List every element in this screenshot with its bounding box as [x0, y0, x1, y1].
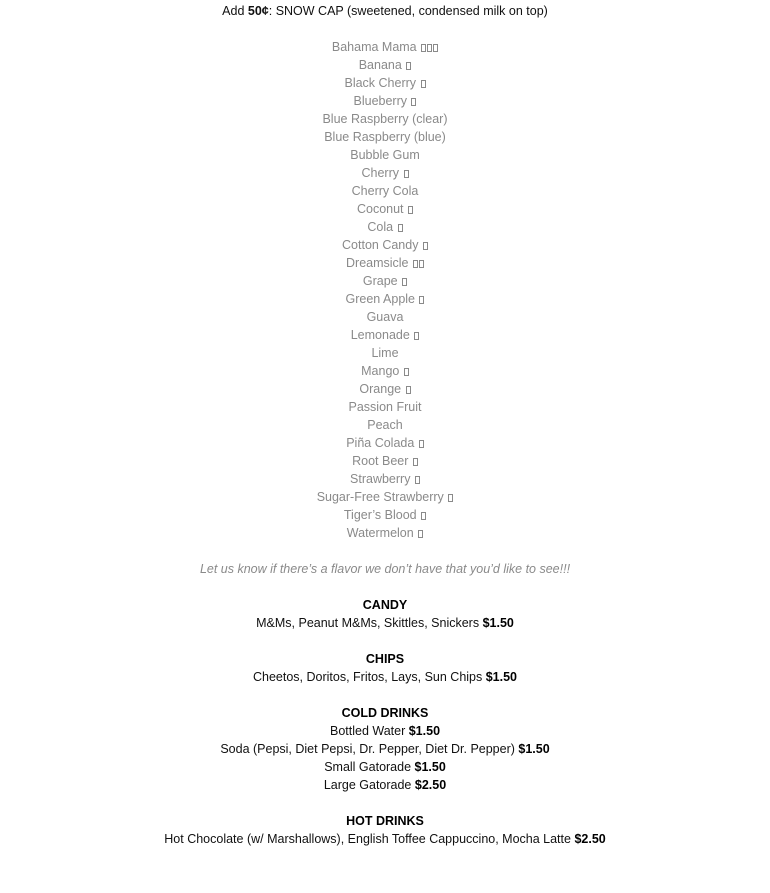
missing-emoji-icon [421, 44, 426, 52]
missing-emoji-icon [423, 242, 428, 250]
flavor-item [0, 56, 770, 74]
menu-item-name: Cheetos, Doritos, Fritos, Lays, Sun Chips [252, 670, 486, 684]
menu-item-price: $1.50 [408, 724, 441, 738]
spacer [0, 632, 770, 650]
missing-emoji-icon [415, 476, 420, 484]
spacer [0, 542, 770, 560]
flavor-item [0, 92, 770, 110]
flavor-item [0, 308, 770, 326]
flavor-name: Bubble Gum [350, 148, 420, 162]
menu-item [0, 740, 770, 758]
missing-emoji-icon [404, 170, 409, 178]
spacer [0, 20, 770, 38]
flavor-item [0, 488, 770, 506]
flavor-name: Blueberry [353, 94, 407, 108]
flavor-name: Grape [362, 274, 398, 288]
flavor-name: Banana [358, 58, 402, 72]
missing-emoji-icon [419, 296, 424, 304]
missing-emoji-icon [427, 44, 432, 52]
menu-item-price: $2.50 [414, 778, 447, 792]
flavor-item [0, 38, 770, 56]
flavor-item [0, 146, 770, 164]
flavor-name: Watermelon [346, 526, 414, 540]
flavor-name: Green Apple [345, 292, 415, 306]
section-heading: HOT DRINKS [346, 814, 424, 828]
flavor-item [0, 182, 770, 200]
flavor-item [0, 326, 770, 344]
snow-cap-prefix: Add [222, 4, 248, 18]
flavor-item [0, 218, 770, 236]
flavor-name: Tiger’s Blood [343, 508, 417, 522]
flavor-item [0, 398, 770, 416]
menu-item-name: Hot Chocolate (w/ Marshallows), English Toffee Cappuccino, Mocha Latte [164, 832, 575, 846]
flavor-name: Sugar-Free Strawberry [316, 490, 444, 504]
flavor-name: Lime [371, 346, 399, 360]
flavor-list [0, 38, 770, 542]
menu-item [0, 758, 770, 776]
flavor-item [0, 254, 770, 272]
flavor-item [0, 362, 770, 380]
missing-emoji-icon [421, 80, 426, 88]
flavor-name: Guava [366, 310, 404, 324]
missing-emoji-icon [404, 368, 409, 376]
missing-emoji-icon [433, 44, 438, 52]
menu-item [0, 614, 770, 632]
missing-emoji-icon [411, 98, 416, 106]
snow-cap-price: 50¢ [247, 4, 269, 18]
missing-emoji-icon [419, 260, 424, 268]
flavor-item [0, 416, 770, 434]
missing-emoji-icon [406, 386, 411, 394]
menu-item-name: Soda (Pepsi, Diet Pepsi, Dr. Pepper, Diet Dr. Pepper) [220, 742, 519, 756]
missing-emoji-icon [414, 332, 419, 340]
menu-item-name: M&Ms, Peanut M&Ms, Skittles, Snickers [256, 616, 483, 630]
missing-emoji-icon [398, 224, 403, 232]
flavor-item [0, 470, 770, 488]
menu-item-price: $1.50 [482, 616, 514, 630]
missing-emoji-icon [421, 512, 426, 520]
missing-emoji-icon [418, 530, 423, 538]
flavor-name: Cherry Cola [351, 184, 419, 198]
flavor-name: Coconut [356, 202, 404, 216]
missing-emoji-icon [408, 206, 413, 214]
flavor-item [0, 380, 770, 398]
menu-item [0, 776, 770, 794]
missing-emoji-icon [413, 458, 418, 466]
flavor-name: Bahama Mama [331, 40, 417, 54]
flavor-name: Cola [367, 220, 394, 234]
menu-item-name: Large Gatorade [323, 778, 415, 792]
spacer [0, 794, 770, 812]
flavor-name: Strawberry [350, 472, 411, 486]
spacer [0, 686, 770, 704]
missing-emoji-icon [406, 62, 411, 70]
flavor-item [0, 344, 770, 362]
menu-item [0, 668, 770, 686]
flavor-name: Orange [359, 382, 402, 396]
flavor-item [0, 272, 770, 290]
flavor-name: Black Cherry [344, 76, 417, 90]
flavor-name: Piña Colada [346, 436, 415, 450]
menu-item-price: $1.50 [414, 760, 446, 774]
flavor-item [0, 290, 770, 308]
flavor-name: Blue Raspberry (clear) [322, 112, 448, 126]
flavor-item [0, 164, 770, 182]
menu-item-price: $2.50 [574, 832, 606, 846]
flavor-item [0, 128, 770, 146]
flavor-name: Passion Fruit [348, 400, 422, 414]
flavor-name: Cherry [361, 166, 400, 180]
missing-emoji-icon [402, 278, 407, 286]
snow-cap-description: : SNOW CAP (sweetened, condensed milk on top) [268, 4, 548, 18]
flavor-item [0, 452, 770, 470]
snow-cap-addon [0, 2, 770, 20]
section-heading: CHIPS [365, 652, 405, 666]
missing-emoji-icon [419, 440, 424, 448]
flavor-item [0, 524, 770, 542]
menu-item [0, 830, 770, 848]
flavor-name: Root Beer [352, 454, 409, 468]
menu-item-price: $1.50 [518, 742, 550, 756]
flavor-item [0, 110, 770, 128]
flavor-name: Dreamsicle [346, 256, 409, 270]
flavor-name: Mango [361, 364, 400, 378]
flavor-name: Lemonade [350, 328, 410, 342]
menu-item-name: Bottled Water [329, 724, 409, 738]
flavor-item [0, 506, 770, 524]
flavor-name: Peach [367, 418, 403, 432]
menu-item-name: Small Gatorade [324, 760, 415, 774]
missing-emoji-icon [413, 260, 418, 268]
menu-sections [0, 578, 770, 848]
flavor-request-note: Let us know if there’s a flavor we don’t have that you’d like to see!!! [199, 562, 571, 576]
missing-emoji-icon [448, 494, 453, 502]
flavor-item [0, 434, 770, 452]
flavor-name: Blue Raspberry (blue) [324, 130, 446, 144]
flavor-name: Cotton Candy [342, 238, 419, 252]
flavor-item [0, 236, 770, 254]
flavor-item [0, 200, 770, 218]
flavor-item [0, 74, 770, 92]
section-heading: CANDY [362, 598, 408, 612]
section-heading: COLD DRINKS [341, 706, 429, 720]
menu-item [0, 722, 770, 740]
spacer [0, 578, 770, 596]
menu-item-price: $1.50 [485, 670, 517, 684]
